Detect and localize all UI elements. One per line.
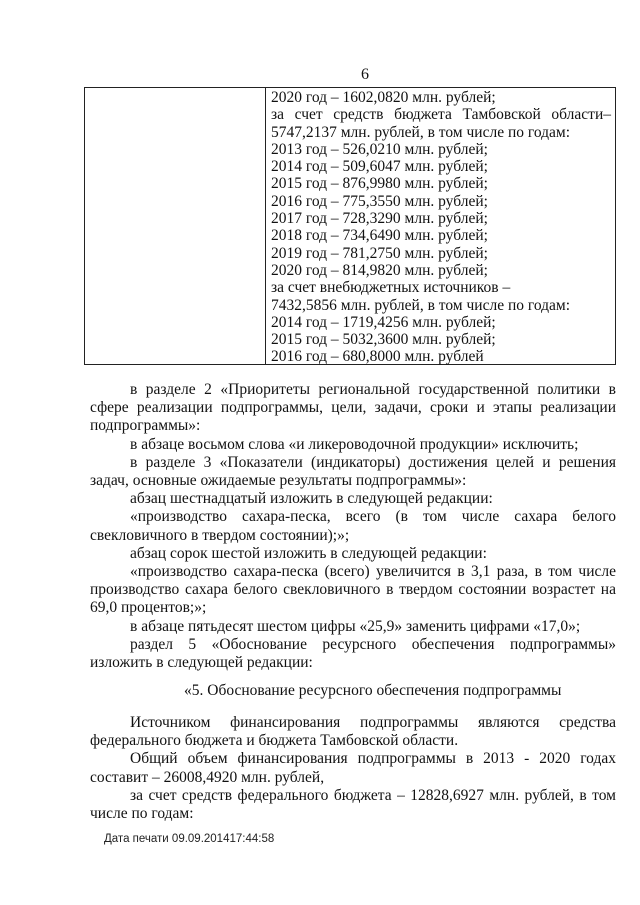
table-line: 2016 год – 680,8000 млн. рублей <box>271 348 484 366</box>
paragraph: Источником финансирования подпрограммы являются средства федерального бюджета и бюджета Тамбовской области. <box>90 714 616 750</box>
table-line: за счет внебюджетных источников – <box>271 279 511 297</box>
table-line: за счет средств бюджета Тамбовской области– <box>271 106 611 124</box>
paragraph: в абзаце пятьдесят шестом цифры «25,9» заменить цифрами «17,0»; <box>130 617 581 635</box>
paragraph: в разделе 2 «Приоритеты региональной государственной политики в сфере реализации подпрограммы, цели, задачи, сроки и этапы реализации подпрограммы»: <box>90 381 616 435</box>
table-funding-cell <box>271 89 611 366</box>
print-date-footer: Дата печати 09.09.201417:44:58 <box>104 833 275 845</box>
paragraph: абзац шестнадцатый изложить в следующей редакции: <box>130 490 493 508</box>
table-line: 2015 год – 876,9980 млн. рублей; <box>271 175 488 193</box>
paragraph: «производство сахара-песка, всего (в том числе сахара белого свекловичного в твердом состоянии);»; <box>90 508 616 544</box>
table-line: 2016 год – 775,3550 млн. рублей; <box>271 192 488 210</box>
table-line: 2014 год – 509,6047 млн. рублей; <box>271 158 488 176</box>
table-line: 7432,5856 млн. рублей, в том числе по годам: <box>271 296 571 314</box>
paragraph: раздел 5 «Обоснование ресурсного обеспечения подпрограммы» изложить в следующей редакции: <box>90 635 616 672</box>
table-line: 5747,2137 млн. рублей, в том числе по годам: <box>271 123 571 141</box>
paragraph: абзац сорок шестой изложить в следующей редакции: <box>130 544 487 562</box>
table-line: 2014 год – 1719,4256 млн. рублей; <box>271 313 496 331</box>
paragraph: «производство сахара-песка (всего) увеличится в 3,1 раза, в том числе производство сахара белого свекловичного в твердом состоянии возрастет на 69,0 процентов;»; <box>90 563 616 617</box>
funding-table <box>84 87 616 365</box>
section-heading: «5. Обоснование ресурсного обеспечения подпрограммы <box>184 682 562 699</box>
table-column-divider <box>265 88 266 364</box>
table-line: 2017 год – 728,3290 млн. рублей; <box>271 210 488 228</box>
paragraph: за счет средств федерального бюджета – 12828,6927 млн. рублей, в том числе по годам: <box>90 786 616 823</box>
paragraph: в абзаце восьмом слова «и ликероводочной продукции» исключить; <box>130 435 579 453</box>
table-line: 2018 год – 734,6490 млн. рублей; <box>271 227 488 245</box>
amendments-text <box>90 381 616 672</box>
paragraph: Общий объем финансирования подпрограммы в 2013 - 2020 годах составит – 26008,4920 млн. рублей, <box>90 750 616 786</box>
paragraph: в разделе 3 «Показатели (индикаторы) достижения целей и решения задач, основные ожидаемые результаты подпрограммы»: <box>90 453 616 490</box>
section-text <box>90 714 616 823</box>
table-line: 2013 год – 526,0210 млн. рублей; <box>271 140 488 158</box>
table-line: 2020 год – 814,9820 млн. рублей; <box>271 261 488 279</box>
page-number: 6 <box>361 66 369 83</box>
table-line: 2020 год – 1602,0820 млн. рублей; <box>271 89 496 106</box>
table-line: 2015 год – 5032,3600 млн. рублей; <box>271 331 496 349</box>
table-line: 2019 год – 781,2750 млн. рублей; <box>271 244 488 262</box>
